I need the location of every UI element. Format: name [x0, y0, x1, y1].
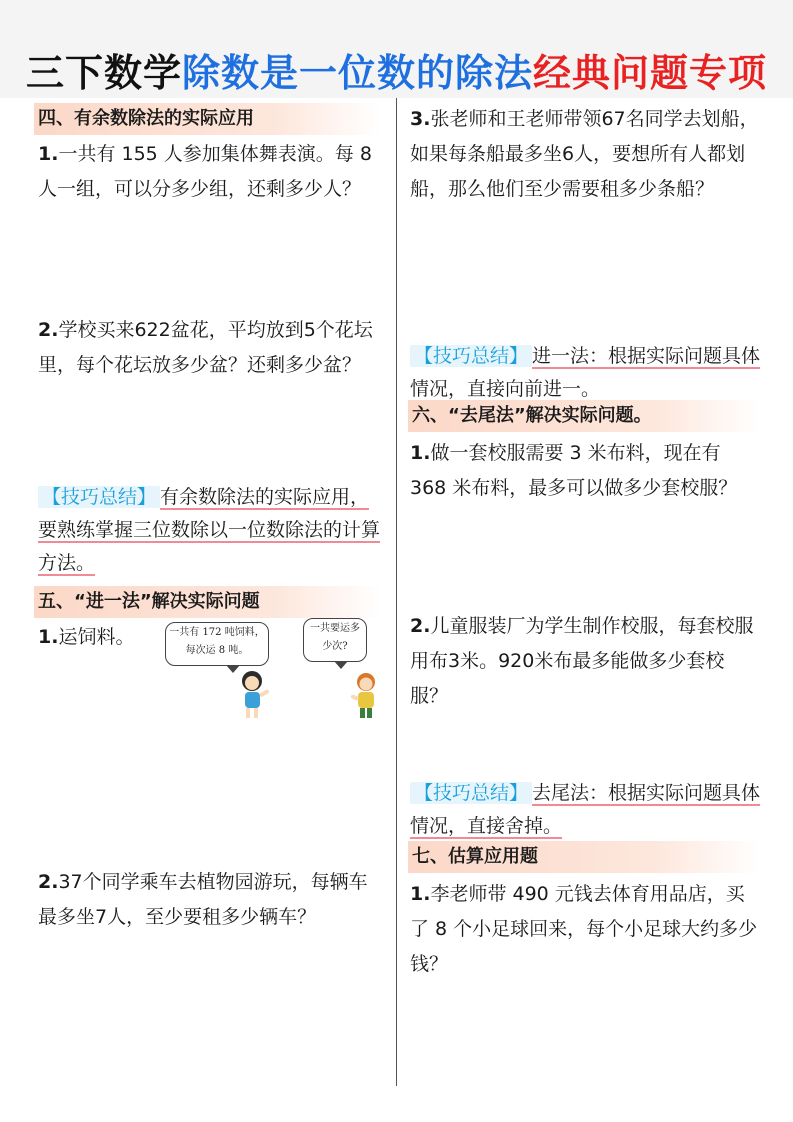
question-number: 1.	[410, 883, 431, 905]
question-number: 1.	[410, 442, 431, 464]
section-5-question-1	[38, 620, 168, 655]
question-number: 2.	[38, 319, 59, 341]
title-part-focus: 经典问题专项	[533, 51, 768, 95]
question-text: 37个同学乘车去植物园游玩，每辆车最多坐7人，至少要租多少辆车？	[38, 871, 368, 928]
section-4-heading: 四、有余数除法的实际应用	[34, 103, 380, 135]
section-6-question-2	[410, 609, 762, 714]
title-text	[0, 42, 793, 97]
tip-text: 去尾法：根据实际问题具体情况，直接舍掉。	[410, 782, 761, 837]
section-7-question-1	[410, 877, 762, 982]
question-text: 儿童服装厂为学生制作校服，每套校服用布3米。920米布最多能做多少套校服？	[410, 615, 754, 707]
tip-text: 有余数除法的实际应用，要熟练掌握三位数除以一位数除法的计算方法。	[38, 486, 381, 574]
question-number: 1.	[38, 143, 59, 165]
question-text: 一共有 155 人参加集体舞表演。每 8 人一组，可以分多少组，还剩多少人？	[38, 143, 372, 200]
section-6-tip	[410, 777, 762, 843]
title-part-grade: 三下数学	[25, 51, 182, 95]
tip-text: 进一法：根据实际问题具体情况，直接向前进一。	[410, 345, 761, 400]
section-4-question-2	[38, 313, 384, 383]
girl-illustration	[232, 668, 274, 720]
section-4-question-1	[38, 137, 384, 207]
section-5-heading: 五、“进一法”解决实际问题	[34, 586, 380, 618]
tip-tag: 【技巧总结】	[410, 782, 532, 804]
title-part-topic: 除数是一位数的除法	[181, 51, 533, 95]
tip-tag: 【技巧总结】	[410, 345, 532, 367]
question-number: 3.	[410, 108, 431, 130]
section-5-question-2	[38, 865, 384, 935]
tip-tag: 【技巧总结】	[38, 486, 160, 508]
boy-illustration	[346, 670, 386, 720]
page-title	[0, 0, 793, 98]
section-6-heading: 六、“去尾法”解决实际问题。	[408, 400, 760, 432]
section-6-question-1	[410, 436, 762, 506]
question-number: 1.	[38, 626, 59, 648]
section-7-heading: 七、估算应用题	[408, 841, 760, 873]
section-5-tip	[410, 340, 762, 406]
speech-bubble-trips: 一共要运多少次?	[303, 618, 367, 662]
question-number: 2.	[38, 871, 59, 893]
speech-bubble-feed: 一共有 172 吨饲料，每次运 8 吨。	[165, 622, 269, 666]
question-number: 2.	[410, 615, 431, 637]
question-text: 运饲料。	[58, 626, 135, 648]
question-text: 李老师带 490 元钱去体育用品店，买了 8 个小足球回来，每个小足球大约多少钱？	[410, 883, 758, 975]
question-text: 做一套校服需要 3 米布料，现在有 368 米布料，最多可以做多少套校服？	[410, 442, 738, 499]
question-text: 张老师和王老师带领67名同学去划船，如果每条船最多坐6人，要想所有人都划船，那么他们至少需要租多少条船？	[410, 108, 759, 200]
column-divider	[396, 98, 397, 1086]
section-4-tip	[38, 481, 384, 580]
question-text: 学校买来622盆花，平均放到5个花坛里，每个花坛放多少盆？还剩多少盆？	[38, 319, 373, 376]
section-5-question-3	[410, 102, 762, 207]
